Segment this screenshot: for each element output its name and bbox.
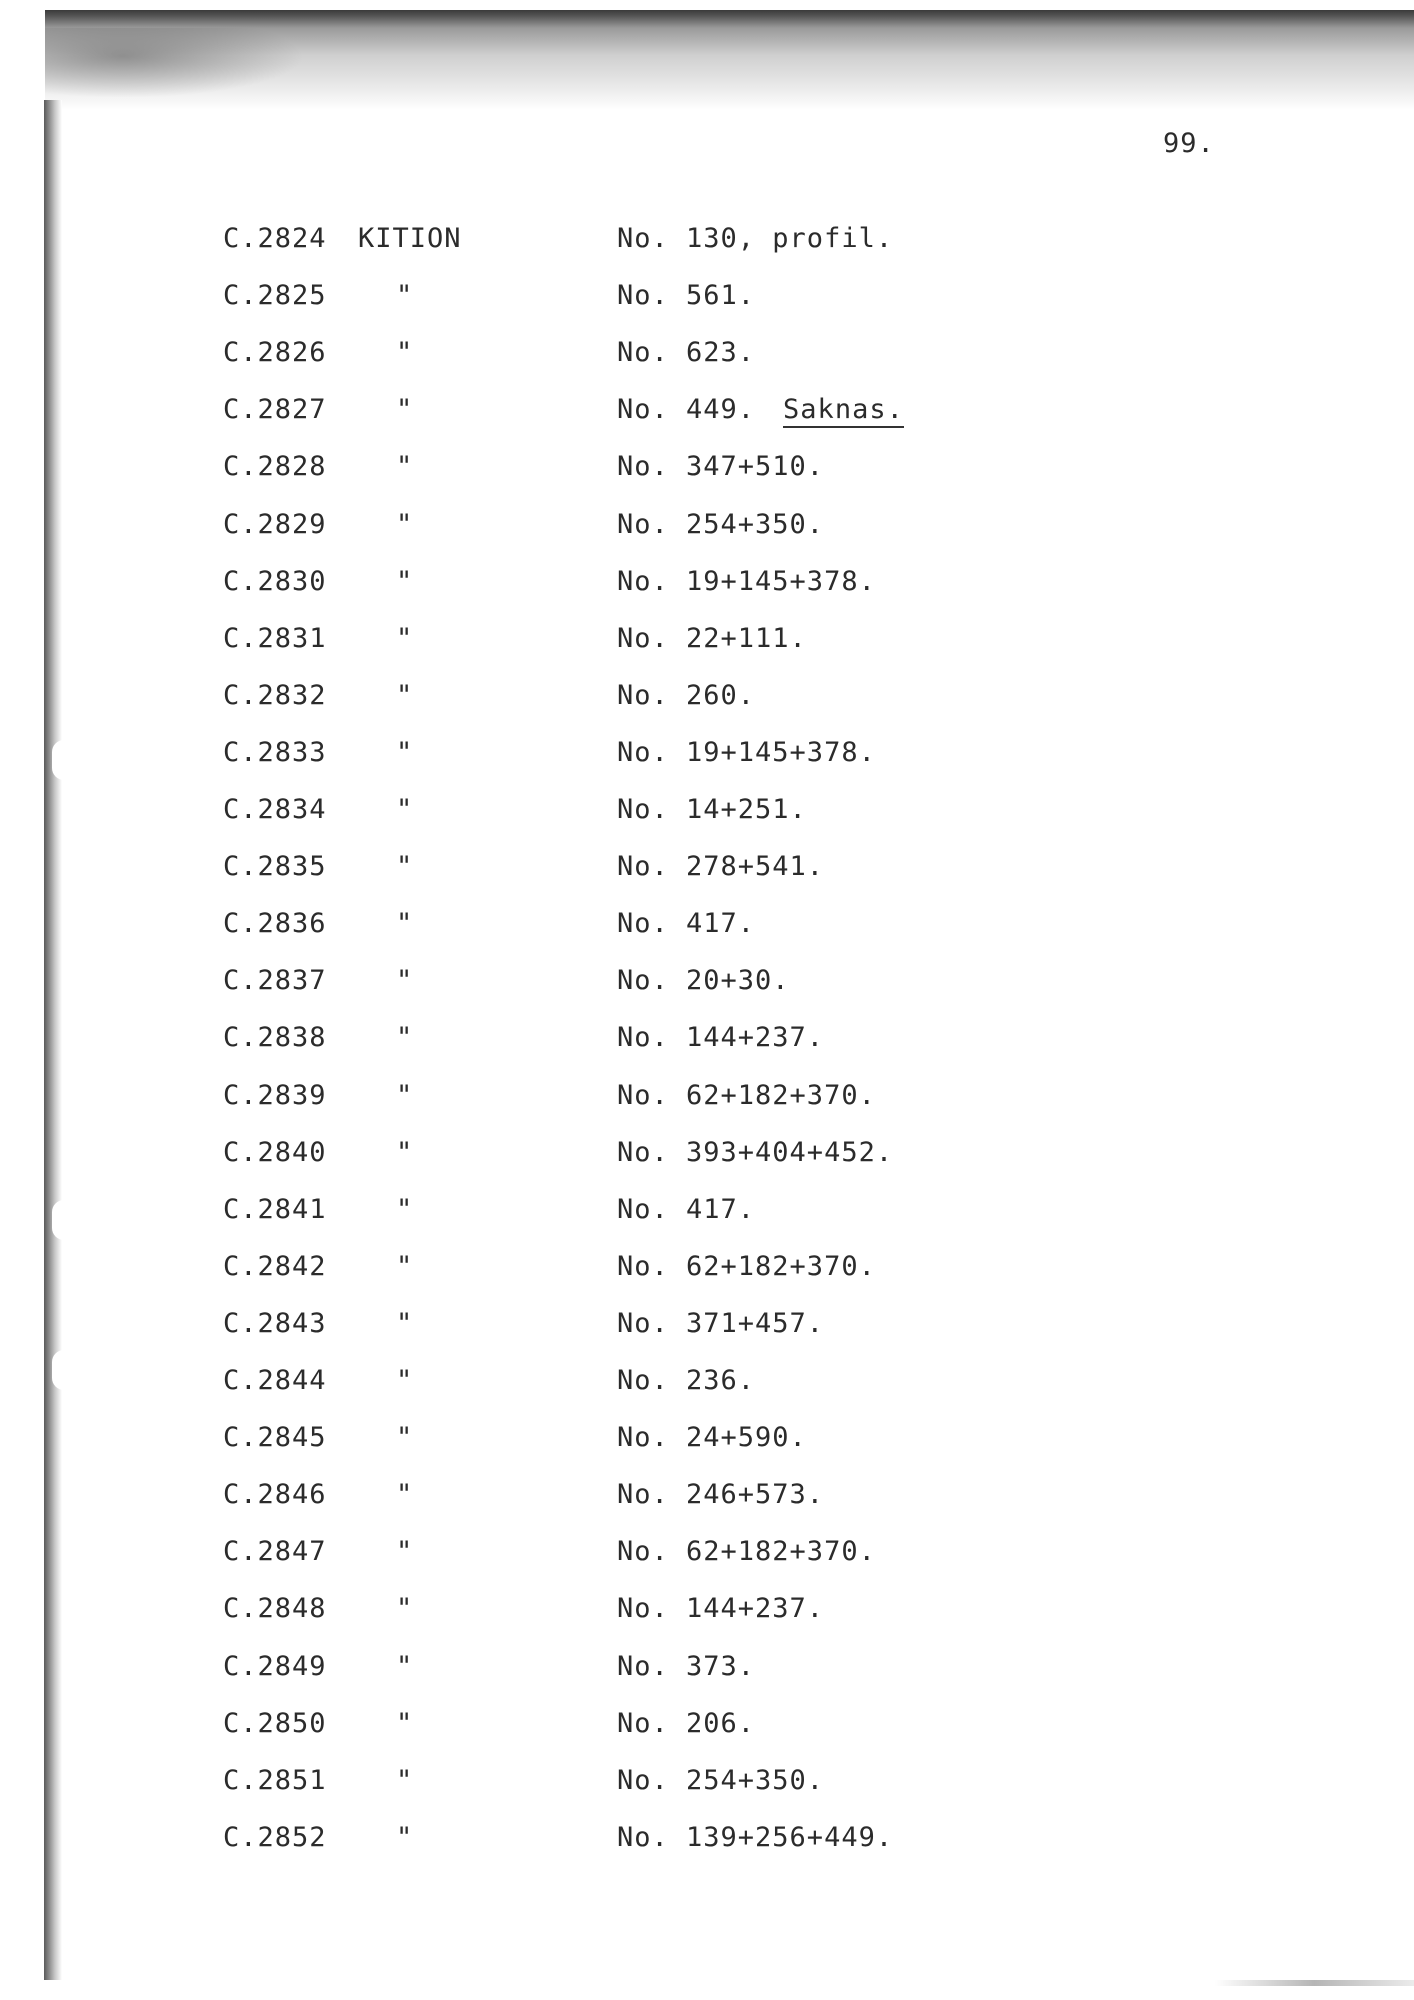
reference-numbers [617, 1020, 824, 1056]
ledger-row [0, 621, 1414, 657]
catalogue-number: C.2837 [223, 965, 327, 996]
reference-numbers [617, 392, 904, 428]
ditto-mark: " [396, 1365, 414, 1396]
reference-numbers [617, 1763, 824, 1799]
ledger-row [0, 335, 1414, 371]
reference-text: No. 254+350. [617, 1765, 825, 1796]
reference-numbers [617, 735, 876, 771]
reference-numbers [617, 1135, 893, 1171]
reference-text: No. 393+404+452. [617, 1137, 894, 1168]
catalogue-number: C.2832 [223, 680, 327, 711]
catalogue-number: C.2843 [223, 1308, 327, 1339]
ledger-row [0, 1420, 1414, 1456]
catalogue-number: C.2851 [223, 1765, 327, 1796]
reference-text: No. 22+111. [617, 623, 807, 654]
reference-numbers [617, 507, 824, 543]
ledger-row [0, 849, 1414, 885]
ditto-mark: " [396, 794, 414, 825]
reference-numbers [617, 221, 893, 257]
ditto-mark: " [396, 680, 414, 711]
ditto-mark: " [396, 1708, 414, 1739]
ledger-row [0, 1020, 1414, 1056]
ledger-row [0, 963, 1414, 999]
reference-text: No. 449. [617, 394, 756, 425]
ledger-row [0, 735, 1414, 771]
reference-text: No. 19+145+378. [617, 737, 876, 768]
reference-text: No. 19+145+378. [617, 566, 876, 597]
reference-numbers [617, 906, 755, 942]
missing-note: Saknas. [783, 394, 904, 428]
reference-text: No. 62+182+370. [617, 1080, 876, 1111]
catalogue-number: C.2827 [223, 394, 327, 425]
ledger-row [0, 564, 1414, 600]
reference-numbers [617, 1363, 755, 1399]
reference-numbers [617, 1306, 824, 1342]
reference-text: No. 20+30. [617, 965, 790, 996]
ditto-mark: " [396, 280, 414, 311]
reference-text: No. 254+350. [617, 509, 825, 540]
catalogue-number: C.2842 [223, 1251, 327, 1282]
catalogue-number: C.2840 [223, 1137, 327, 1168]
ledger-row [0, 1249, 1414, 1285]
reference-numbers [617, 1420, 807, 1456]
reference-text: No. 417. [617, 908, 756, 939]
ledger-row [0, 1135, 1414, 1171]
catalogue-number: C.2831 [223, 623, 327, 654]
ledger-row [0, 1706, 1414, 1742]
catalogue-number: C.2826 [223, 337, 327, 368]
catalogue-number: C.2845 [223, 1422, 327, 1453]
catalogue-number: C.2830 [223, 566, 327, 597]
reference-numbers [617, 335, 755, 371]
catalogue-number: C.2824 [223, 223, 327, 254]
ditto-mark: " [396, 1593, 414, 1624]
ditto-mark: " [396, 394, 414, 425]
ledger-row [0, 1192, 1414, 1228]
ditto-mark: " [396, 1536, 414, 1567]
reference-text: No. 144+237. [617, 1593, 825, 1624]
ditto-mark: " [396, 737, 414, 768]
reference-text: No. 62+182+370. [617, 1536, 876, 1567]
ditto-mark: " [396, 851, 414, 882]
ditto-mark: " [396, 1651, 414, 1682]
catalogue-number: C.2829 [223, 509, 327, 540]
ledger-row [0, 1306, 1414, 1342]
ditto-mark: " [396, 1080, 414, 1111]
reference-numbers [617, 1820, 893, 1856]
catalogue-number: C.2838 [223, 1022, 327, 1053]
ledger-row [0, 507, 1414, 543]
ledger-row [0, 392, 1414, 428]
ledger-row [0, 221, 1414, 257]
ditto-mark: " [396, 623, 414, 654]
ditto-mark: " [396, 337, 414, 368]
catalogue-number: C.2836 [223, 908, 327, 939]
ledger-row [0, 1763, 1414, 1799]
reference-numbers [617, 678, 755, 714]
reference-numbers [617, 1706, 755, 1742]
ledger-row [0, 1363, 1414, 1399]
catalogue-number: C.2835 [223, 851, 327, 882]
reference-text: No. 246+573. [617, 1479, 825, 1510]
catalogue-number: C.2852 [223, 1822, 327, 1853]
reference-text: No. 373. [617, 1651, 756, 1682]
reference-text: No. 623. [617, 337, 756, 368]
reference-numbers [617, 564, 876, 600]
reference-text: No. 206. [617, 1708, 756, 1739]
reference-text: No. 417. [617, 1194, 756, 1225]
reference-numbers [617, 1534, 876, 1570]
reference-text: No. 278+541. [617, 851, 825, 882]
ditto-mark: " [396, 1822, 414, 1853]
reference-numbers [617, 621, 807, 657]
ditto-mark: " [396, 1422, 414, 1453]
reference-text: No. 561. [617, 280, 756, 311]
page-number: 99. [1163, 128, 1215, 159]
ditto-mark: " [396, 1022, 414, 1053]
reference-text: No. 130, profil. [617, 223, 894, 254]
reference-numbers [617, 1192, 755, 1228]
catalogue-number: C.2834 [223, 794, 327, 825]
catalogue-number: C.2844 [223, 1365, 327, 1396]
scan-top-shadow [45, 10, 1414, 110]
catalogue-number: C.2849 [223, 1651, 327, 1682]
ditto-mark: " [396, 1308, 414, 1339]
catalogue-number: C.2848 [223, 1593, 327, 1624]
ledger-row [0, 1591, 1414, 1627]
ditto-mark: " [396, 1137, 414, 1168]
ditto-mark: " [396, 1479, 414, 1510]
reference-numbers [617, 1249, 876, 1285]
reference-text: No. 62+182+370. [617, 1251, 876, 1282]
catalogue-number: C.2847 [223, 1536, 327, 1567]
scan-bottom-mark [1215, 1980, 1414, 1986]
ledger-row [0, 1649, 1414, 1685]
catalogue-number: C.2825 [223, 280, 327, 311]
reference-numbers [617, 1477, 824, 1513]
catalogue-number: C.2850 [223, 1708, 327, 1739]
reference-text: No. 260. [617, 680, 756, 711]
ditto-mark: " [396, 451, 414, 482]
reference-text: No. 371+457. [617, 1308, 825, 1339]
ditto-mark: " [396, 1194, 414, 1225]
ledger-row [0, 1820, 1414, 1856]
ditto-mark: " [396, 1251, 414, 1282]
ledger-row [0, 449, 1414, 485]
reference-text: No. 347+510. [617, 451, 825, 482]
catalogue-number: C.2846 [223, 1479, 327, 1510]
reference-text: No. 24+590. [617, 1422, 807, 1453]
ditto-mark: " [396, 1765, 414, 1796]
ditto-mark: " [396, 965, 414, 996]
ledger-row [0, 1477, 1414, 1513]
reference-text: No. 144+237. [617, 1022, 825, 1053]
reference-text: No. 236. [617, 1365, 756, 1396]
ledger-row [0, 906, 1414, 942]
ledger-row [0, 678, 1414, 714]
reference-numbers [617, 849, 824, 885]
ledger-row [0, 1534, 1414, 1570]
catalogue-number: C.2839 [223, 1080, 327, 1111]
catalogue-number: C.2828 [223, 451, 327, 482]
reference-numbers [617, 792, 807, 828]
ledger-row [0, 1078, 1414, 1114]
ditto-mark: " [396, 566, 414, 597]
reference-numbers [617, 278, 755, 314]
reference-numbers [617, 963, 790, 999]
reference-text: No. 139+256+449. [617, 1822, 894, 1853]
ledger-row [0, 792, 1414, 828]
ledger-row [0, 278, 1414, 314]
ditto-mark: " [396, 509, 414, 540]
ditto-mark: " [396, 908, 414, 939]
reference-text: No. 14+251. [617, 794, 807, 825]
reference-numbers [617, 449, 824, 485]
reference-numbers [617, 1649, 755, 1685]
reference-numbers [617, 1591, 824, 1627]
catalogue-number: C.2841 [223, 1194, 327, 1225]
site-name: KITION [358, 223, 462, 254]
reference-numbers [617, 1078, 876, 1114]
catalogue-number: C.2833 [223, 737, 327, 768]
